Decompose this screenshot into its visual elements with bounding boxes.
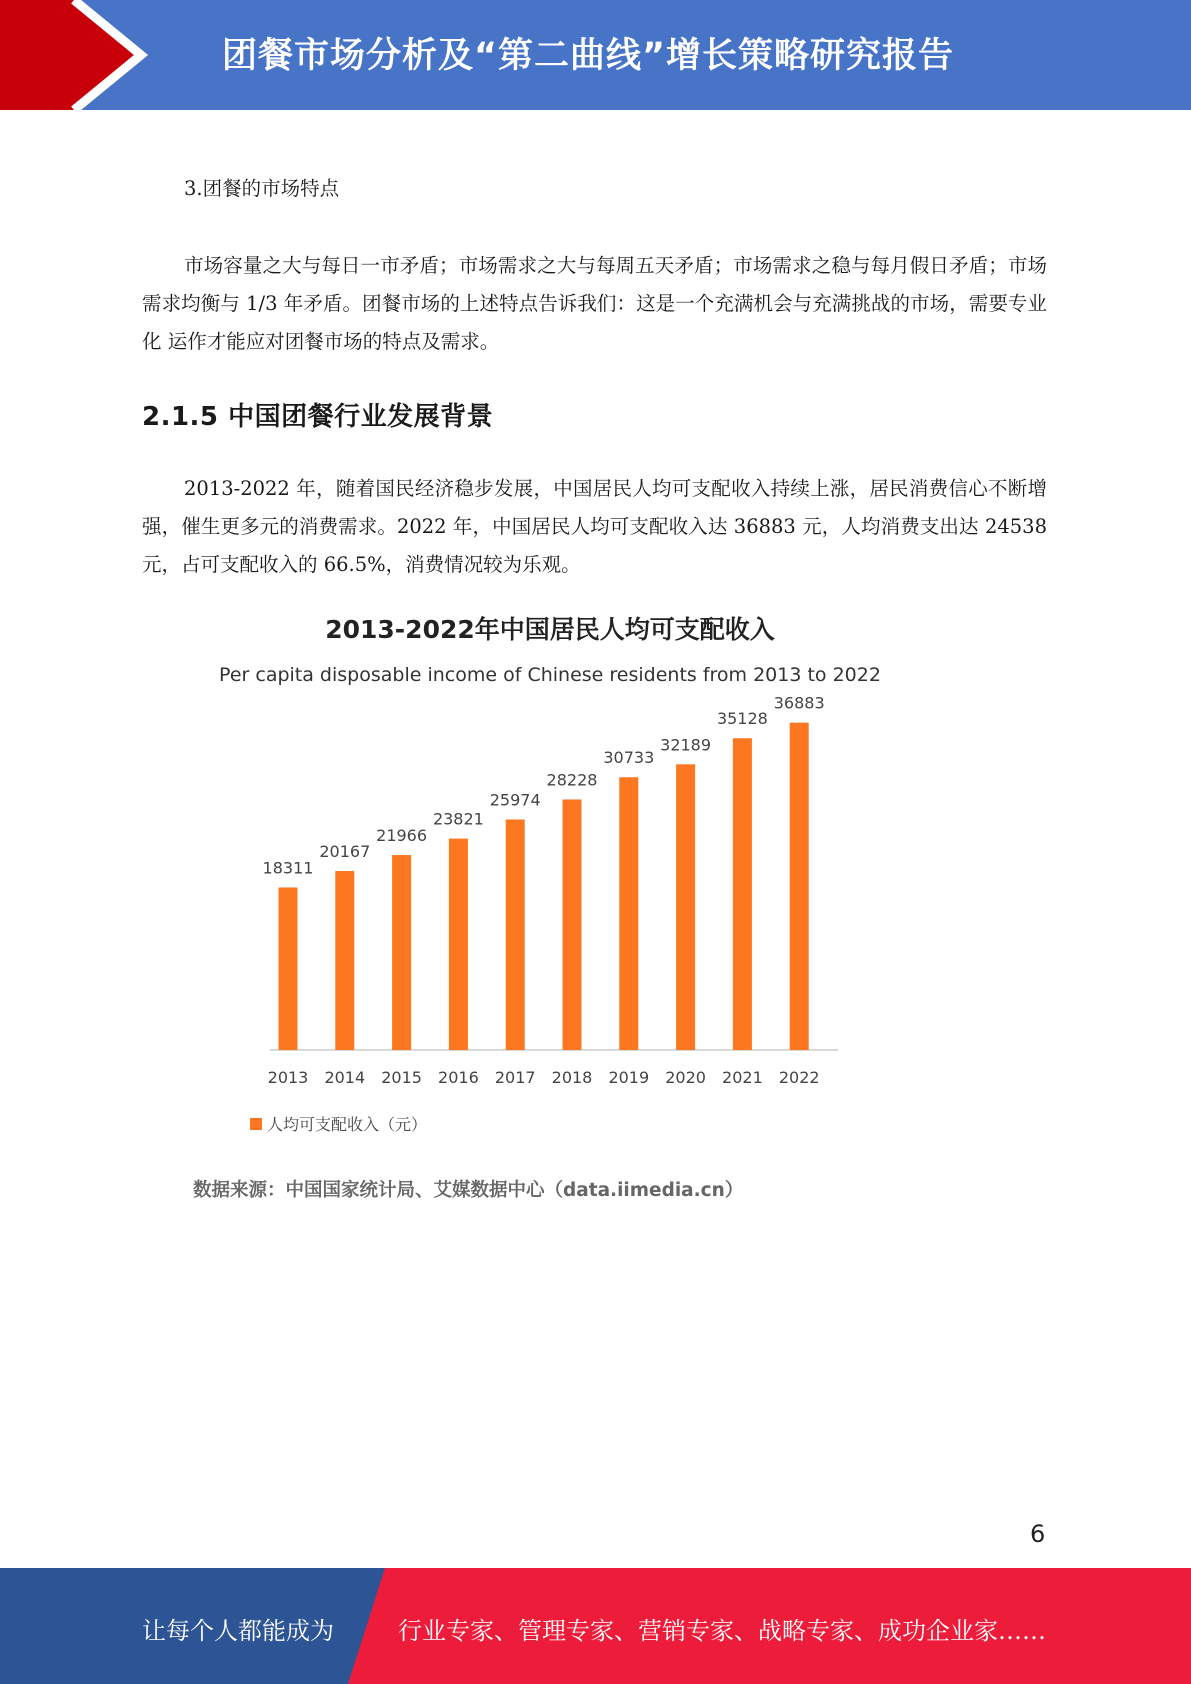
bar-2021 [733,738,752,1050]
report-title: 团餐市场分析及“第二曲线”增长策略研究报告 [222,36,955,76]
data-source-note: 数据来源：中国国家统计局、艾媒数据中心（data.iimedia.cn） [193,1180,744,1201]
bar-2019 [619,777,638,1050]
market-features-paragraph: 市场容量之大与每日一市矛盾；市场需求之大与每周五天矛盾；市场需求之稳与每月假日矛盾；市场需求均衡与 1/3 年矛盾。团餐市场的上述特点告诉我们：这是一个充满机会与充满挑战的市场，需要专业化 运作才能应对团餐市场的特点及需求。 [142,254,1047,353]
bar-2015 [392,855,411,1050]
data-label-2018: 28228 [546,770,598,790]
header-arrow-decoration [0,0,160,110]
footer-slogan-right: 行业专家、管理专家、营销专家、战略专家、成功企业家…… [398,1617,1046,1645]
bar-2016 [449,839,468,1050]
data-label-2016: 23821 [432,809,484,829]
x-tick-label-2019: 2019 [608,1068,650,1087]
chart-subtitle: Per capita disposable income of Chinese residents from 2013 to 2022 [219,664,881,686]
data-label-2013: 18311 [262,858,314,878]
data-label-2022: 36883 [773,693,825,713]
page-header [0,0,1191,110]
chart-title: 2013-2022年中国居民人均可支配收入 [325,615,775,644]
bar-2020 [676,764,695,1050]
data-label-2021: 35128 [716,709,768,729]
x-tick-label-2015: 2015 [381,1068,422,1087]
legend-label: 人均可支配收入（元） [267,1115,428,1134]
data-label-2015: 21966 [376,826,428,846]
data-label-2019: 30733 [603,748,655,768]
data-label-2017: 25974 [489,790,541,810]
x-tick-label-2022: 2022 [778,1068,820,1087]
bar-2014 [335,871,354,1050]
x-tick-label-2017: 2017 [494,1068,536,1087]
bar-2018 [563,799,582,1050]
data-label-2014: 20167 [319,842,371,862]
bar-2013 [279,887,298,1050]
legend-swatch [250,1118,262,1130]
x-tick-label-2016: 2016 [438,1068,479,1087]
bar-2017 [506,819,525,1050]
x-tick-label-2018: 2018 [551,1068,593,1087]
x-tick-label-2014: 2014 [324,1068,366,1087]
subsection-label: 3.团餐的市场特点 [184,177,340,200]
page-number: 6 [1030,1520,1046,1548]
x-tick-label-2013: 2013 [267,1068,309,1087]
chart-legend [250,1112,427,1135]
data-label-2020: 32189 [660,735,712,755]
section-heading: 2.1.5 中国团餐行业发展背景 [142,402,494,432]
x-tick-label-2020: 2020 [665,1068,706,1087]
bar-2022 [790,723,809,1050]
background-paragraph: 2013-2022 年，随着国民经济稳步发展，中国居民人均可支配收入持续上涨，居民消费信心不断增强，催生更多元的消费需求。2022 年，中国居民人均可支配收入达 36883 元，人均消费支出达 24538 元，占可支配收入的 66.5%，消费情况较为乐观。 [142,477,1047,576]
x-tick-label-2021: 2021 [722,1068,763,1087]
footer-slogan-left: 让每个人都能成为 [142,1617,334,1645]
